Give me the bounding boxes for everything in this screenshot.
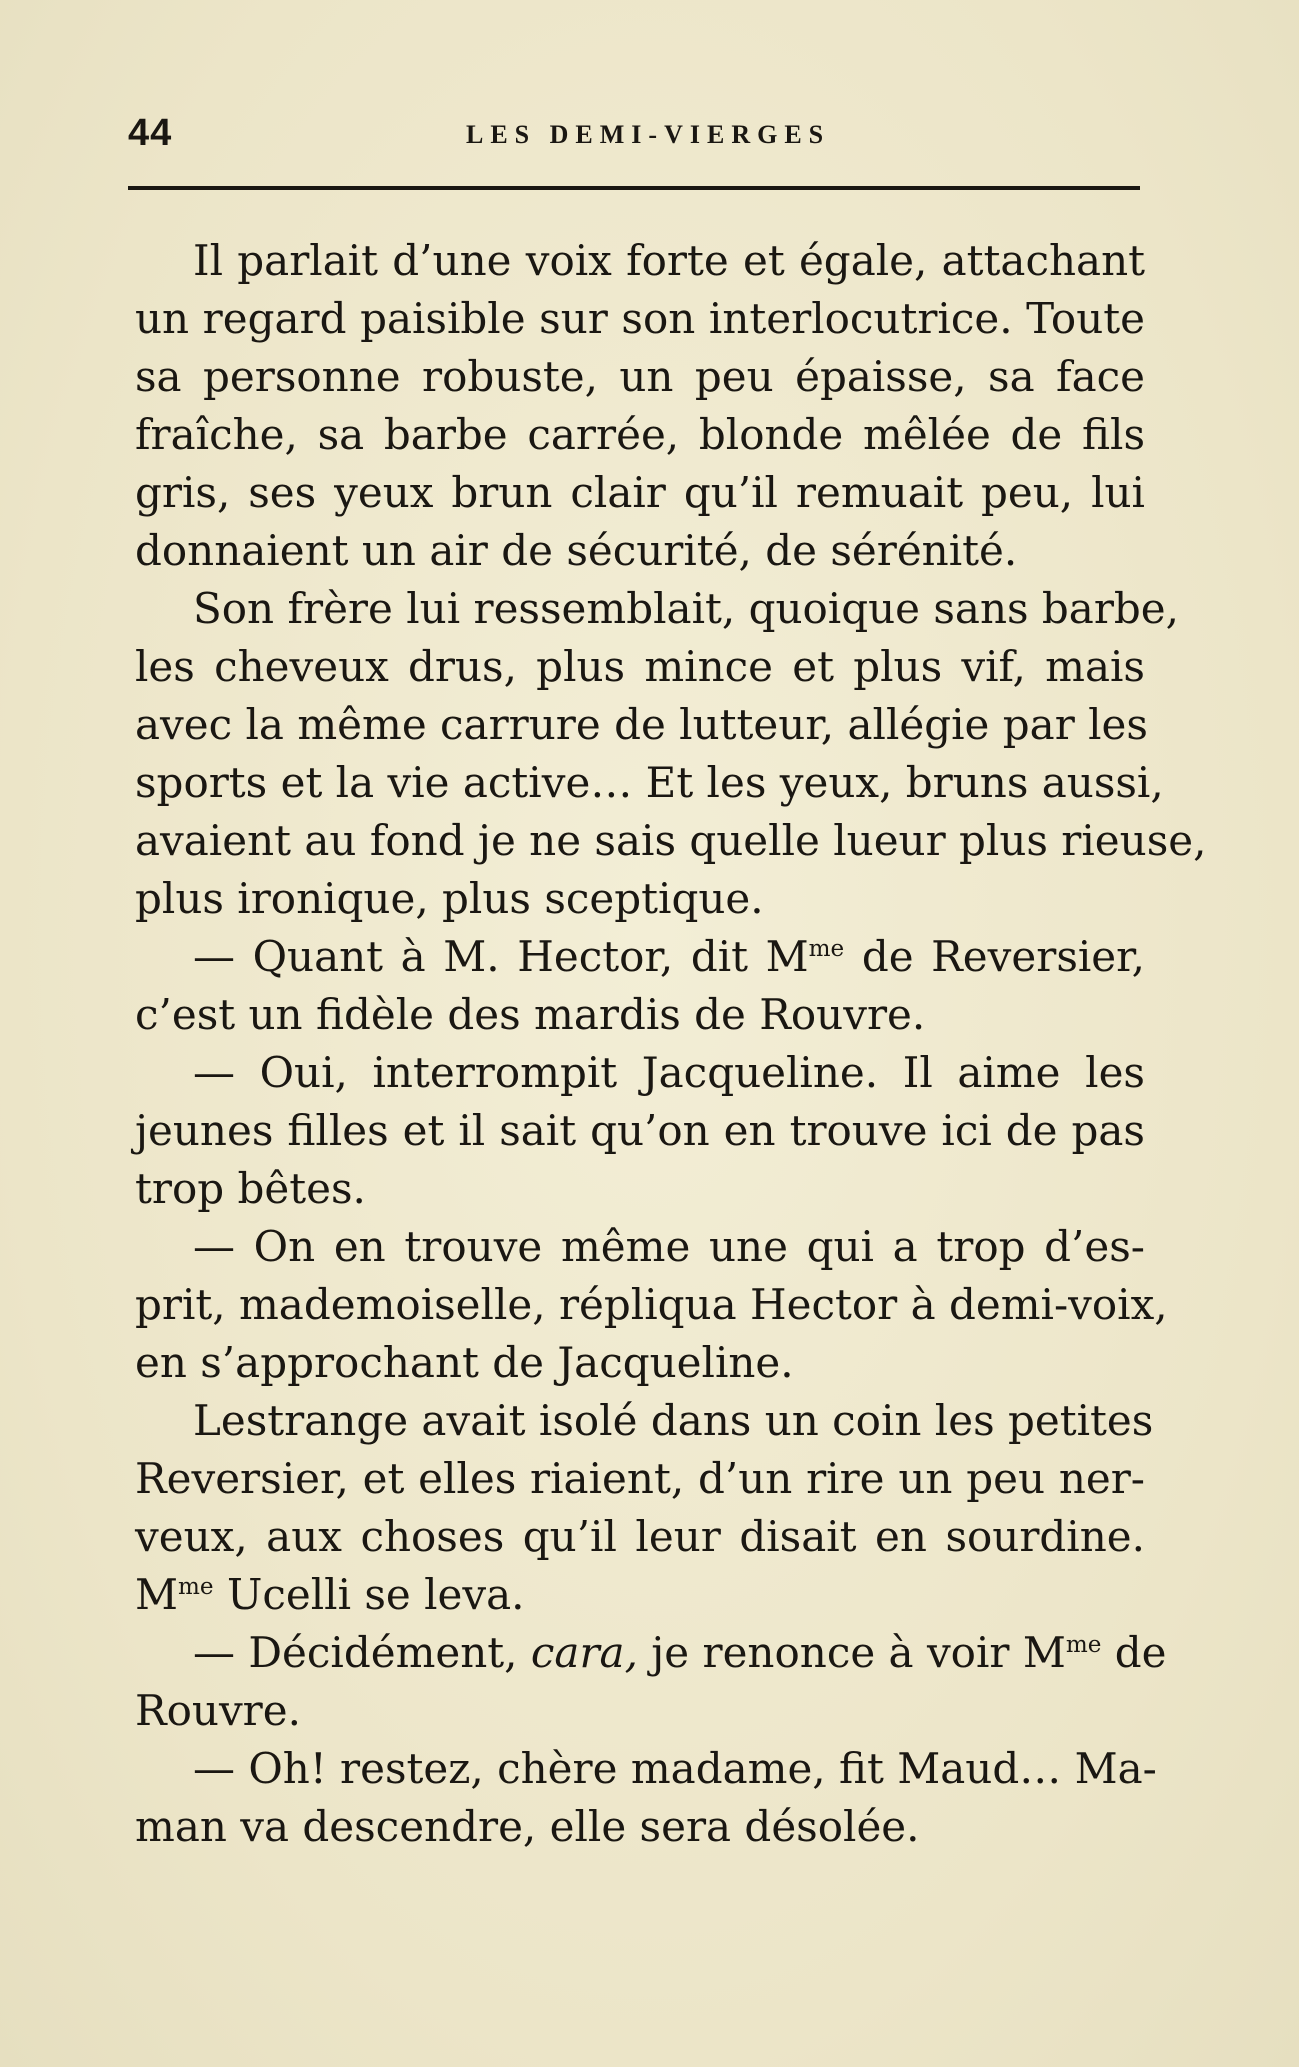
text-fragment: je renonce à voir M [637, 1628, 1066, 1677]
text-line: trop bêtes. [135, 1164, 366, 1213]
text-line: Rouvre. [135, 1686, 301, 1735]
text-line: avaient au fond je ne sais quelle lueur plus rieuse, [135, 816, 1207, 865]
text-line [135, 928, 1145, 986]
text-line: Reversier, et elles riaient, d’un rire un peu ner- [135, 1454, 1145, 1503]
text-line: c’est un fidèle des mardis de Rouvre. [135, 990, 926, 1039]
text-line: — Oh! restez, chère madame, fit Maud… Ma- [193, 1744, 1157, 1793]
text-line: avec la même carrure de lutteur, allégie par les [135, 700, 1148, 749]
text-line [135, 1624, 1167, 1682]
text-line: plus ironique, plus sceptique. [135, 874, 764, 923]
superscript: me [1065, 1632, 1102, 1658]
text-line: donnaient un air de sécurité, de sérénité. [135, 526, 1018, 575]
text-line: — On en trouve même une qui a trop d’es- [193, 1222, 1145, 1271]
text-line: man va descendre, elle sera désolée. [135, 1802, 920, 1851]
running-title: LES DEMI-VIERGES [466, 120, 831, 149]
superscript: me [178, 1574, 214, 1600]
text-line: un regard paisible sur son interlocutrice. Toute [135, 294, 1145, 343]
text-line [135, 1566, 1145, 1624]
text-line: Lestrange avait isolé dans un coin les petites [193, 1396, 1154, 1445]
text-line: veux, aux choses qu’il leur disait en sourdine. [135, 1512, 1145, 1561]
text-fragment: M [135, 1570, 179, 1619]
text-line: les cheveux drus, plus mince et plus vif, mais [135, 642, 1145, 691]
text-line: sa personne robuste, un peu épaisse, sa face [135, 352, 1145, 401]
text-line: prit, mademoiselle, répliqua Hector à demi-voix, [135, 1280, 1168, 1329]
text-line: jeunes filles et il sait qu’on en trouve ici de pas [135, 1106, 1145, 1155]
text-line: sports et la vie active… Et les yeux, bruns aussi, [135, 758, 1164, 807]
page-header [128, 112, 1138, 162]
superscript: me [808, 936, 845, 962]
text-line: — Oui, interrompit Jacqueline. Il aime les [193, 1048, 1145, 1097]
text-line: Son frère lui ressemblait, quoique sans barbe, [193, 584, 1180, 633]
text-fragment: — Quant à M. Hector, dit M [193, 932, 809, 981]
body-text [135, 232, 1207, 1856]
header-rule [128, 186, 1140, 190]
text-fragment: de Reversier, [844, 932, 1145, 981]
italic-word: cara, [530, 1628, 638, 1677]
text-fragment: — Décidément, [193, 1628, 531, 1677]
text-line: fraîche, sa barbe carrée, blonde mêlée de fils [135, 410, 1145, 459]
page-number: 44 [128, 112, 173, 154]
text-fragment: Ucelli se leva. [213, 1570, 525, 1619]
text-fragment: de [1101, 1628, 1167, 1677]
text-line: gris, ses yeux brun clair qu’il remuait peu, lui [135, 468, 1145, 517]
text-line: en s’approchant de Jacqueline. [135, 1338, 794, 1387]
text-line: Il parlait d’une voix forte et égale, attachant [193, 236, 1145, 285]
